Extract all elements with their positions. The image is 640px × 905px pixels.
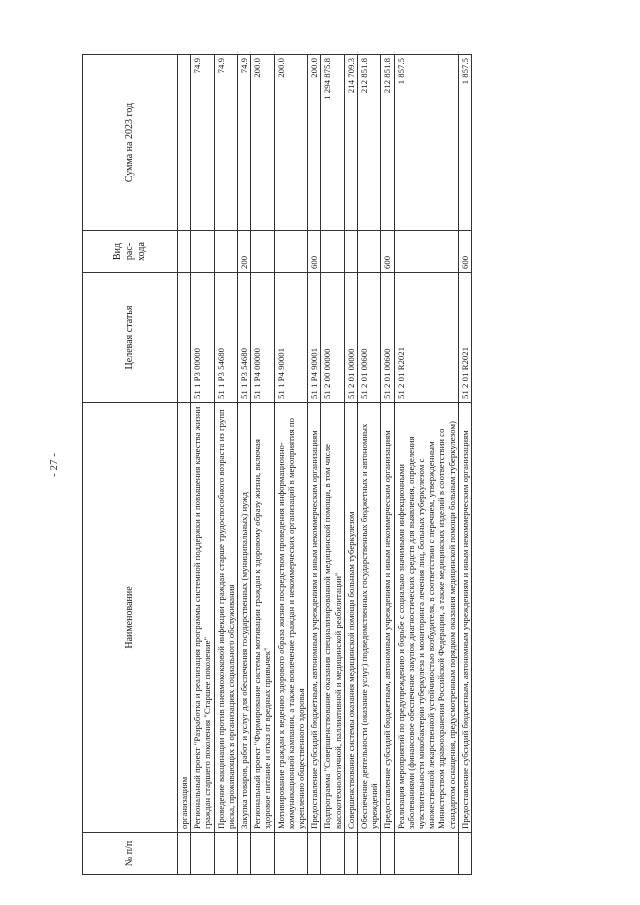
row-sum: 214 709.3 xyxy=(344,55,357,231)
row-expense-type xyxy=(251,231,274,273)
row-target-article xyxy=(178,273,191,403)
row-expense-type xyxy=(358,231,381,273)
row-expense-type xyxy=(214,231,237,273)
row-sum: 1 857.5 xyxy=(394,55,458,231)
row-expense-type: 200 xyxy=(238,231,251,273)
row-name: Подпрограмма "Совершенствование оказания специализированной медицинской помощи, в том числе высокотехнологичной, паллиативной и медицинской реабилитации" xyxy=(321,403,344,833)
row-name: Реализация мероприятий по предупреждению и борьбе с социально значимыми инфекционными заболеваниями (финансовое обеспечение закупок диагностических средств для выявления, определения чувствительности микобактерии туберкулеза и мониторинга лечения лиц, больных туберкулезом с множественной лекарственной устойчивостью возбудителя, в соответствии с перечнем, утвержденным Министерством здравоохранения Российской Федерации, а также медицинских изделий в соответствии со стандартом оснащения, предусмотренным порядком оказания медицинской помощи больным туберкулезом) xyxy=(394,403,458,833)
row-number xyxy=(214,833,237,875)
budget-table xyxy=(82,54,472,875)
table-row xyxy=(214,55,237,875)
row-name: Обеспечение деятельности (оказание услуг) подведомственных государственных бюджетных и автономных учреждений xyxy=(358,403,381,833)
row-sum: 200.0 xyxy=(251,55,274,231)
row-target-article: 51 1 P4 00000 xyxy=(251,273,274,403)
row-expense-type xyxy=(191,231,214,273)
row-number xyxy=(358,833,381,875)
row-number xyxy=(251,833,274,875)
row-expense-type xyxy=(321,231,344,273)
header-num: № п/п xyxy=(83,833,178,875)
header-exp-type: Вид рас-хода xyxy=(83,231,178,273)
row-number xyxy=(178,833,191,875)
row-target-article: 51 1 P3 54680 xyxy=(214,273,237,403)
row-number xyxy=(458,833,471,875)
table-row xyxy=(381,55,394,875)
row-number xyxy=(238,833,251,875)
header-sum: Сумма на 2023 год xyxy=(83,55,178,231)
row-name: Проведение вакцинации против пневмококковой инфекции граждан старше трудоспособного возраста из групп риска, проживающих в организациях социального обслуживания xyxy=(214,403,237,833)
row-name: организациям xyxy=(178,403,191,833)
row-target-article: 51 2 01 00000 xyxy=(344,273,357,403)
row-name: Региональный проект "Разработка и реализация программы системной поддержки и повышения качества жизни граждан старшего поколения "Старшее поколение" xyxy=(191,403,214,833)
table-row xyxy=(344,55,357,875)
row-number xyxy=(344,833,357,875)
row-name: Региональный проект "Формирование системы мотивации граждан к здоровому образу жизни, включая здоровое питание и отказ от вредных привычек" xyxy=(251,403,274,833)
row-target-article: 51 1 P4 90001 xyxy=(308,273,321,403)
row-number xyxy=(191,833,214,875)
row-target-article: 51 1 P3 00000 xyxy=(191,273,214,403)
row-name: Мотивирование граждан к ведению здорового образа жизни посредством проведения информационно-коммуникационной кампании, а также вовлечение граждан и некоммерческих организаций в мероприятия по укреплению общественного здоровья xyxy=(274,403,308,833)
row-sum xyxy=(178,55,191,231)
row-sum: 200.0 xyxy=(274,55,308,231)
row-expense-type xyxy=(394,231,458,273)
row-sum: 74.9 xyxy=(238,55,251,231)
table-row xyxy=(191,55,214,875)
row-expense-type xyxy=(344,231,357,273)
table-row xyxy=(178,55,191,875)
row-sum: 212 851.8 xyxy=(358,55,381,231)
row-sum: 74.9 xyxy=(214,55,237,231)
row-number xyxy=(381,833,394,875)
row-number xyxy=(394,833,458,875)
row-sum: 1 857.5 xyxy=(458,55,471,231)
rotated-table-sheet xyxy=(48,55,552,875)
row-expense-type: 600 xyxy=(308,231,321,273)
row-expense-type: 600 xyxy=(381,231,394,273)
table-row xyxy=(358,55,381,875)
row-target-article: 51 1 P3 54680 xyxy=(238,273,251,403)
row-target-article: 51 2 01 R2021 xyxy=(394,273,458,403)
row-sum: 212 851.8 xyxy=(381,55,394,231)
table-row xyxy=(458,55,471,875)
table-row xyxy=(321,55,344,875)
row-target-article: 51 2 01 00600 xyxy=(381,273,394,403)
row-name: Совершенствование системы оказания медицинской помощи больным туберкулезом xyxy=(344,403,357,833)
row-name: Закупка товаров, работ и услуг для обеспечения государственных (муниципальных) нужд xyxy=(238,403,251,833)
row-name: Предоставление субсидий бюджетным, автономным учреждениям и иным некоммерческим организациям xyxy=(308,403,321,833)
table-row xyxy=(238,55,251,875)
row-number xyxy=(321,833,344,875)
table-header-row xyxy=(83,55,178,875)
row-name: Предоставление субсидий бюджетным, автономным учреждениям и иным некоммерческим организациям xyxy=(381,403,394,833)
row-expense-type xyxy=(274,231,308,273)
table-row xyxy=(394,55,458,875)
row-expense-type: 600 xyxy=(458,231,471,273)
table-body xyxy=(178,55,472,875)
header-target: Целевая статья xyxy=(83,273,178,403)
row-number xyxy=(274,833,308,875)
row-target-article: 51 2 00 00000 xyxy=(321,273,344,403)
table-row xyxy=(308,55,321,875)
row-target-article: 51 1 P4 90001 xyxy=(274,273,308,403)
page-number: - 27 - xyxy=(48,453,60,477)
table-row xyxy=(274,55,308,875)
row-target-article: 51 2 01 00600 xyxy=(358,273,381,403)
row-sum: 74.9 xyxy=(191,55,214,231)
row-expense-type xyxy=(178,231,191,273)
row-number xyxy=(308,833,321,875)
row-name: Предоставление субсидий бюджетным, автономным учреждениям и иным некоммерческим организациям xyxy=(458,403,471,833)
row-sum: 200.0 xyxy=(308,55,321,231)
table-row xyxy=(251,55,274,875)
header-name: Наименование xyxy=(83,403,178,833)
row-sum: 1 294 875.8 xyxy=(321,55,344,231)
row-target-article: 51 2 01 R2021 xyxy=(458,273,471,403)
